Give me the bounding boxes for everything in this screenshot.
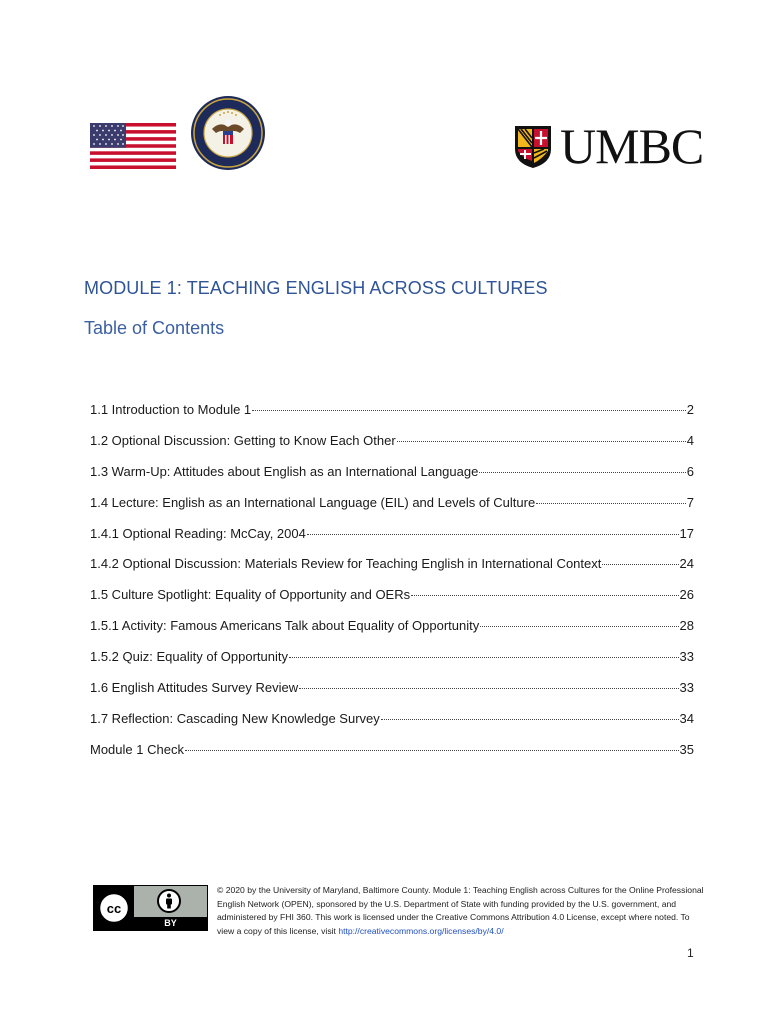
module-title: MODULE 1: TEACHING ENGLISH ACROSS CULTURES — [84, 278, 548, 298]
toc-entry-title: 1.4 Lecture: English as an International Language (EIL) and Levels of Culture — [90, 494, 536, 510]
cc-by-badge[interactable] — [93, 885, 208, 931]
toc-dot-leader — [411, 594, 678, 596]
toc-entry-title: 1.4.2 Optional Discussion: Materials Review for Teaching English in International Context — [90, 556, 602, 572]
toc-entry[interactable] — [90, 495, 694, 526]
department-of-state-seal-icon — [190, 95, 266, 171]
toc-dot-leader — [307, 533, 679, 535]
toc-entry-title: Module 1 Check — [90, 741, 184, 757]
toc-entry-page: 24 — [679, 556, 694, 572]
toc-entry-title: 1.1 Introduction to Module 1 — [90, 402, 252, 417]
toc-dot-leader — [602, 563, 678, 565]
toc-entry-title: 1.5 Culture Spotlight: Equality of Opportunity and OERs — [90, 587, 411, 603]
by-label: BY — [134, 917, 207, 930]
table-of-contents — [90, 402, 694, 773]
toc-dot-leader — [289, 656, 679, 658]
toc-entry[interactable] — [90, 433, 694, 464]
toc-entry-page: 6 — [686, 463, 694, 479]
toc-entry-title: 1.7 Reflection: Cascading New Knowledge Survey — [90, 710, 380, 726]
attribution-icon — [156, 888, 182, 914]
toc-entry[interactable] — [90, 711, 694, 742]
toc-entry[interactable] — [90, 464, 694, 495]
toc-dot-leader — [536, 502, 686, 504]
toc-entry-title: 1.2 Optional Discussion: Getting to Know Each Other — [90, 432, 396, 448]
toc-dot-leader — [479, 471, 685, 473]
toc-entry-page: 4 — [686, 432, 694, 448]
toc-entry-page: 17 — [679, 525, 694, 541]
toc-dot-leader — [381, 718, 679, 720]
license-statement: © 2020 by the University of Maryland, Baltimore County. Module 1: Teaching English across Cultures for the Online Professional English Network (OPEN), sponsored by the U.S. Department of State with funding provided by the U.S. government, and administered by FHI 360. This work is licensed under the Creative Commons Attribution 4.0 License, except where noted. To view a copy of this license, visit — [217, 885, 704, 936]
toc-entry-page: 2 — [686, 402, 694, 417]
license-text — [217, 884, 707, 938]
svg-text:cc: cc — [106, 901, 122, 916]
toc-entry-title: 1.3 Warm-Up: Attitudes about English as an International Language — [90, 463, 479, 479]
toc-dot-leader — [252, 409, 686, 411]
toc-heading: Table of Contents — [84, 318, 225, 338]
toc-entry[interactable] — [90, 618, 694, 649]
us-flag-icon — [90, 123, 176, 169]
toc-entry-title: 1.6 English Attitudes Survey Review — [90, 680, 299, 696]
umbc-logo — [514, 118, 714, 174]
toc-entry[interactable] — [90, 587, 694, 618]
toc-entry-page: 7 — [686, 494, 694, 510]
page-number: 1 — [687, 946, 694, 960]
logo-row — [0, 95, 768, 175]
toc-entry-title: 1.5.1 Activity: Famous Americans Talk about Equality of Opportunity — [90, 618, 480, 634]
toc-entry[interactable] — [90, 742, 694, 773]
license-link[interactable]: http://creativecommons.org/licenses/by/4.0/ — [338, 925, 504, 936]
toc-dot-leader — [299, 687, 678, 689]
toc-entry-page: 26 — [679, 587, 694, 603]
toc-entry[interactable] — [90, 402, 694, 433]
umbc-wordmark: UMBC — [560, 118, 704, 174]
toc-dot-leader — [185, 749, 679, 751]
toc-entry-title: 1.4.1 Optional Reading: McCay, 2004 — [90, 525, 306, 541]
umbc-shield-icon — [514, 125, 552, 169]
toc-entry-page: 33 — [679, 649, 694, 665]
toc-entry-page: 28 — [679, 618, 694, 634]
toc-entry[interactable] — [90, 556, 694, 587]
toc-entry-page: 34 — [679, 710, 694, 726]
toc-entry-title: 1.5.2 Quiz: Equality of Opportunity — [90, 649, 288, 665]
toc-entry[interactable] — [90, 649, 694, 680]
toc-entry-page: 33 — [679, 680, 694, 696]
toc-dot-leader — [397, 440, 686, 442]
toc-entry[interactable] — [90, 526, 694, 557]
toc-dot-leader — [480, 625, 678, 627]
toc-entry-page: 35 — [679, 741, 694, 757]
toc-entry[interactable] — [90, 680, 694, 711]
creative-commons-icon — [96, 890, 132, 926]
